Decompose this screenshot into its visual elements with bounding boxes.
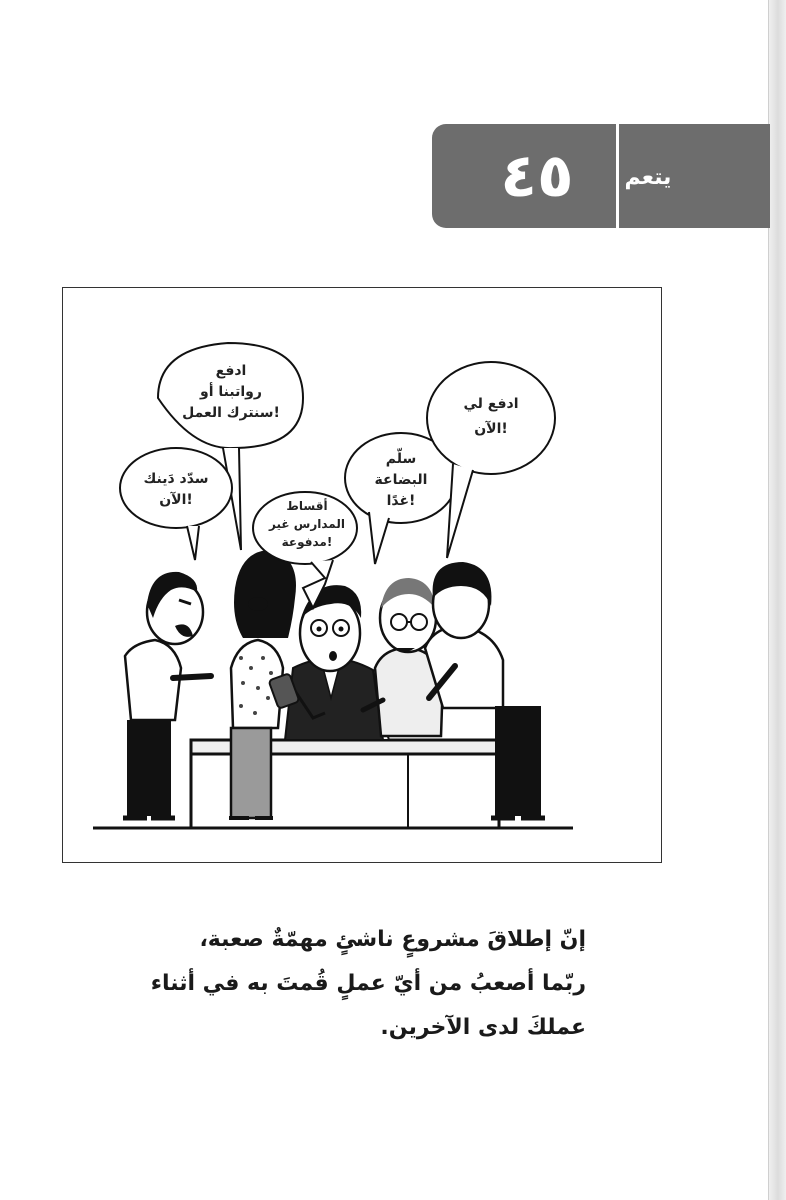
chapter-tab xyxy=(432,124,770,228)
caption-text xyxy=(150,918,586,1050)
bubble-pay-debt xyxy=(120,448,232,560)
caption-line-2: ربّما أصعبُ من أيّ عملٍ قُمتَ به في أثناء xyxy=(150,971,586,996)
bubble-pay-salaries-line-3: سنترك العمل! xyxy=(182,405,280,421)
bubble-pay-debt-line-2: الآن! xyxy=(159,492,193,508)
caption-line-1: إنّ إطلاقَ مشروعٍ ناشئٍ مهمّةٌ صعبة، xyxy=(199,927,586,952)
bubble-school-fees-line-1: أقساط xyxy=(286,499,328,513)
chapter-label: يتعم xyxy=(624,165,672,190)
bubble-pay-salaries-line-2: رواتبنا أو xyxy=(200,384,262,400)
cartoon-illustration xyxy=(62,287,662,863)
bubble-deliver-goods-line-3: غدًا! xyxy=(386,493,416,509)
seated-businessman xyxy=(285,585,383,740)
bubble-pay-debt-line-1: سدّد دَينك xyxy=(143,471,209,487)
bubble-pay-me-line-1: ادفع لي xyxy=(463,396,519,412)
caption-line-3: عملكَ لدى الآخرين. xyxy=(380,1015,586,1040)
page-edge xyxy=(768,0,786,1200)
bubble-pay-me-line-2: الآن! xyxy=(474,421,508,437)
bubble-school-fees-line-3: مدفوعة! xyxy=(281,535,333,549)
bubble-deliver-goods-line-1: سلّم xyxy=(385,451,417,467)
bubble-pay-salaries-line-1: ادفع xyxy=(215,363,247,379)
bubble-school-fees-line-2: المدارس غير xyxy=(269,517,345,531)
cartoon-drawing xyxy=(63,288,661,862)
bubble-deliver-goods-line-2: البضاعة xyxy=(374,472,428,488)
chapter-number: ٤٥ xyxy=(500,141,574,211)
chapter-tab-divider xyxy=(616,124,619,228)
